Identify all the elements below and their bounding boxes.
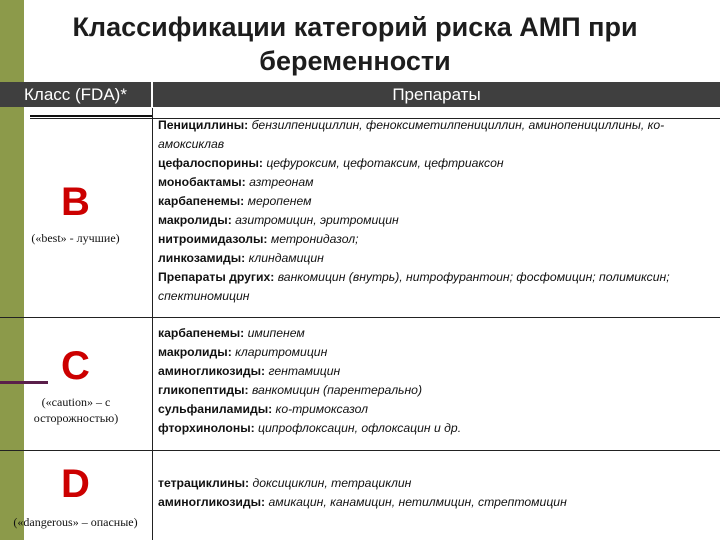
drug-line — [158, 268, 718, 306]
drug-line — [158, 173, 718, 192]
title-line-1: Классификации категорий риска АМП при — [72, 12, 638, 42]
drug-line — [158, 419, 718, 438]
drug-line — [158, 211, 718, 230]
drug-line — [158, 116, 718, 154]
drug-line — [158, 400, 718, 419]
drug-names: доксициклин, тетрациклин — [249, 476, 412, 490]
class-col-top-rule — [30, 115, 152, 117]
class-letter-c: C — [61, 344, 90, 388]
drug-names: амикацин, канамицин, нетилмицин, стрептомицин — [265, 495, 567, 509]
row-divider-c-d — [0, 450, 720, 451]
drug-names: азтреонам — [245, 175, 314, 189]
row-divider-b-c — [0, 317, 720, 318]
drug-names: гентамицин — [265, 364, 341, 378]
drug-group: сульфаниламиды: — [158, 402, 273, 416]
header-class-column: Класс (FDA)* — [0, 82, 151, 107]
drug-names: ванкомицин (парентерально) — [248, 383, 423, 397]
drug-group: карбапенемы: — [158, 194, 245, 208]
drug-names: имипенем — [244, 326, 305, 340]
drug-group: нитроимидазолы: — [158, 232, 268, 246]
drug-line — [158, 362, 718, 381]
drug-line — [158, 154, 718, 173]
drug-names: ципрофлоксацин, офлоксацин и др. — [254, 421, 462, 435]
class-note-d: («dangerous» – опасные) — [13, 515, 138, 529]
drug-names: ванкомицин (внутрь), нитрофурантоин; фосфомицин; полимиксин; спектиномицин — [158, 270, 670, 303]
drug-line — [158, 343, 718, 362]
drug-group: аминогликозиды: — [158, 364, 266, 378]
class-note-c: («caution» – с осторожностью) — [33, 395, 119, 425]
class-note-b: («best» - лучшие) — [31, 231, 120, 245]
drug-group: макролиды: — [158, 345, 232, 359]
drug-list-b — [158, 116, 718, 306]
drug-line — [158, 324, 718, 343]
drug-line — [158, 192, 718, 211]
drug-group: Препараты других: — [158, 270, 275, 284]
drug-line — [158, 474, 718, 493]
drug-names: кларитромицин — [231, 345, 328, 359]
drug-names: метронидазол; — [267, 232, 359, 246]
drug-group: монобактамы: — [158, 175, 246, 189]
drug-group: цефалоспорины: — [158, 156, 263, 170]
slide-title — [40, 10, 670, 78]
drug-names: бензилпенициллин, феноксиметилпенициллин, аминопенициллины, ко-амоксиклав — [158, 118, 665, 151]
drug-line — [158, 230, 718, 249]
drug-group: гликопептиды: — [158, 383, 249, 397]
header-drugs-column: Препараты — [153, 82, 720, 107]
drug-line — [158, 249, 718, 268]
drug-group: Пенициллины: — [158, 118, 249, 132]
drug-line — [158, 381, 718, 400]
drug-names: ко-тримоксазол — [272, 402, 368, 416]
drug-group: фторхинолоны: — [158, 421, 255, 435]
class-letter-b: B — [61, 180, 90, 224]
drug-list-c — [158, 324, 718, 438]
drug-names: клиндамицин — [245, 251, 324, 265]
drug-names: цефуроксим, цефотаксим, цефтриаксон — [262, 156, 504, 170]
drug-group: карбапенемы: — [158, 326, 245, 340]
drug-names: меропенем — [244, 194, 312, 208]
drug-names: азитромицин, эритромицин — [231, 213, 399, 227]
class-letter-d: D — [61, 462, 90, 506]
title-line-2: беременности — [259, 46, 451, 76]
drug-group: линкозамиды: — [158, 251, 246, 265]
left-accent-bar — [0, 0, 24, 540]
drug-list-d — [158, 474, 718, 512]
drug-group: аминогликозиды: — [158, 495, 266, 509]
drug-group: тетрациклины: — [158, 476, 250, 490]
drug-line — [158, 493, 718, 512]
column-divider — [152, 108, 153, 540]
drug-group: макролиды: — [158, 213, 232, 227]
